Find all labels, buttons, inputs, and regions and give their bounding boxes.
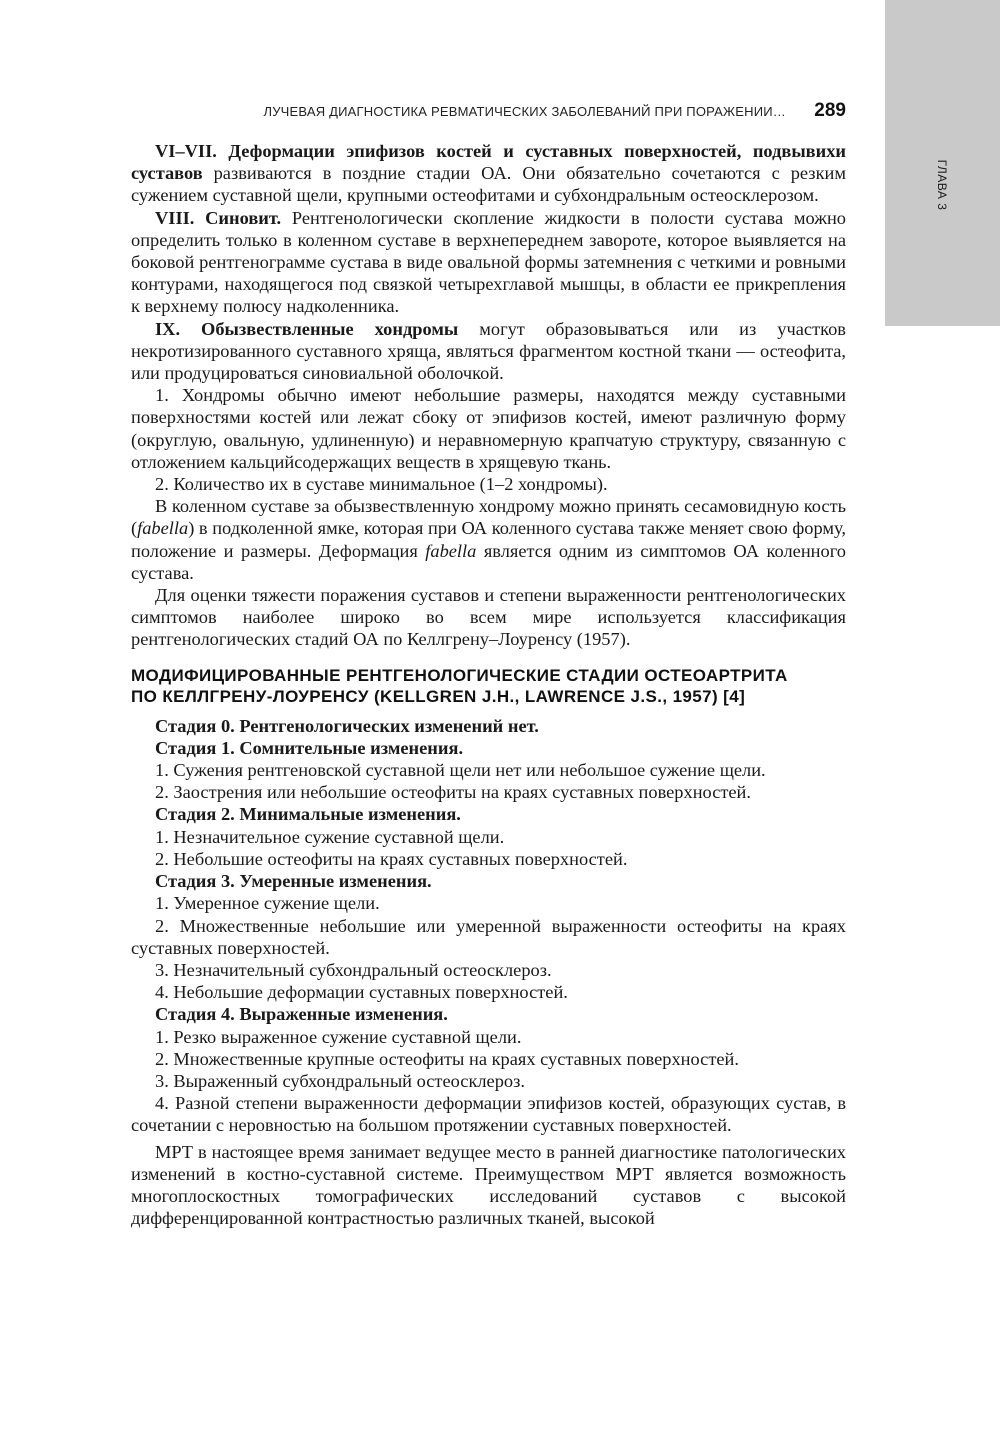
paragraph-mri: МРТ в настоящее время занимает ведущее место в ранней диагностике патологических изменений в костно-суставной системе. Преимуществом МРТ является возможность многоплоскостных томографических исследований суставов с высокой дифференцированной контрастностью различных тканей, высокой	[131, 1141, 846, 1229]
stage-3-title: Стадия 3. Умеренные изменения.	[155, 871, 432, 892]
paragraph-chondromas-2: 2. Количество их в суставе минимальное (1–2 хондромы).	[155, 474, 608, 495]
running-header: ЛУЧЕВАЯ ДИАГНОСТИКА РЕВМАТИЧЕСКИХ ЗАБОЛЕВАНИЙ ПРИ ПОРАЖЕНИИ…	[263, 104, 786, 119]
paragraph-text: ) в подколенной ямке, которая при ОА коленного сустава также меняет свою форму, положение и размеры. Деформация	[131, 518, 846, 561]
paragraph-text: могут образовываться или из участков некротизированного суставного хряща, являться фрагментом костной ткани — остеофита, или продуцироваться синовиальной оболочкой.	[131, 318, 846, 384]
term-fabella: fabella	[137, 518, 189, 539]
paragraph-text: В коленном суставе за обызвествленную хондрому можно принять сесамовидную кость (	[131, 496, 846, 539]
stage-4-item: 1. Резко выраженное сужение суставной щели.	[155, 1026, 522, 1047]
paragraph-chondromas-1: 1. Хондромы обычно имеют небольшие размеры, находятся между суставными поверхностями костей или лежат сбоку от эпифизов костей, имеют различную форму (округлую, овальную, удлиненную) и неравномерную крапчатую структуру, связанную с отложением кальцийсодержащих веществ в хрящевую ткань.	[131, 385, 846, 472]
stage-4-item: 2. Множественные крупные остеофиты на краях суставных поверхностей.	[155, 1048, 739, 1069]
paragraph-classification: Для оценки тяжести поражения суставов и степени выраженности рентгенологических симптомов наиболее широко во всем мире используется классификация рентгенологических стадий ОА по Келлгрену–Лоуренсу (1957).	[131, 585, 846, 650]
chapter-label: ГЛАВА 3	[935, 159, 949, 211]
paragraph-chondromas	[131, 318, 846, 385]
stage-3-item: 1. Умеренное сужение щели.	[155, 893, 380, 914]
paragraph-text: Рентгенологически скопление жидкости в полости сустава можно определить только в коленном суставе в верхнепереднем завороте, которое выявляется на боковой рентгенограмме сустава в виде овальной формы затемнения с четкими и ровными контурами, находящегося под связкой четырехглавой мышцы, в области ее прикрепления к верхнему полюсу надколенника.	[131, 207, 846, 317]
stage-0-title: Стадия 0. Рентгенологических изменений нет.	[155, 715, 539, 736]
stage-1-title: Стадия 1. Сомнительные изменения.	[155, 737, 464, 758]
stage-2-item: 1. Незначительное сужение суставной щели.	[155, 826, 505, 847]
stage-2-title: Стадия 2. Минимальные изменения.	[155, 804, 461, 825]
stage-1-item: 2. Заострения или небольшие остеофиты на краях суставных поверхностей.	[155, 782, 751, 803]
paragraph-deformations	[131, 140, 846, 207]
paragraph-synovitis	[131, 207, 846, 318]
stage-4-item: 4. Разной степени выраженности деформации эпифизов костей, образующих сустав, в сочетании с неровностью на большом протяжении суставных поверхностей.	[131, 1093, 846, 1136]
stage-1-item: 1. Сужения рентгеновской суставной щели нет или небольшое сужение щели.	[155, 760, 766, 781]
page-number: 289	[814, 100, 846, 121]
section-heading	[131, 665, 846, 707]
stage-2-item: 2. Небольшие остеофиты на краях суставных поверхностей.	[155, 848, 628, 869]
stage-3-item: 4. Небольшие деформации суставных поверхностей.	[155, 982, 568, 1003]
stage-4-title: Стадия 4. Выраженные изменения.	[155, 1004, 448, 1025]
term-fabella: fabella	[425, 540, 477, 561]
paragraph-lead: VIII. Синовит.	[155, 207, 282, 228]
paragraph-lead: VI–VII. Деформации эпифизов костей и суставных поверхностей, подвывихи суставов	[131, 141, 846, 184]
paragraph-lead: IX. Обызвествленные хондромы	[155, 318, 459, 339]
stage-3-item: 3. Незначительный субхондральный остеосклероз.	[155, 959, 552, 980]
page-body	[131, 140, 846, 1229]
paragraph-text: является одним из симптомов ОА коленного сустава.	[131, 540, 846, 583]
paragraph-text: развиваются в поздние стадии ОА. Они обязательно сочетаются с резким сужением суставной щели, крупными остеофитами и субхондральным остеосклерозом.	[131, 163, 846, 206]
heading-line-2: ПО КЕЛЛГРЕНУ-ЛОУРЕНСУ (KELLGREN J.H., LAWRENCE J.S., 1957) [4]	[131, 686, 746, 706]
heading-line-1: МОДИФИЦИРОВАННЫЕ РЕНТГЕНОЛОГИЧЕСКИЕ СТАДИИ ОСТЕОАРТРИТА	[131, 665, 788, 685]
paragraph-fabella	[131, 495, 846, 584]
stage-3-item: 2. Множественные небольшие или умеренной выраженности остеофиты на краях суставных поверхностей.	[131, 915, 846, 958]
stage-4-item: 3. Выраженный субхондральный остеосклероз.	[155, 1070, 525, 1091]
